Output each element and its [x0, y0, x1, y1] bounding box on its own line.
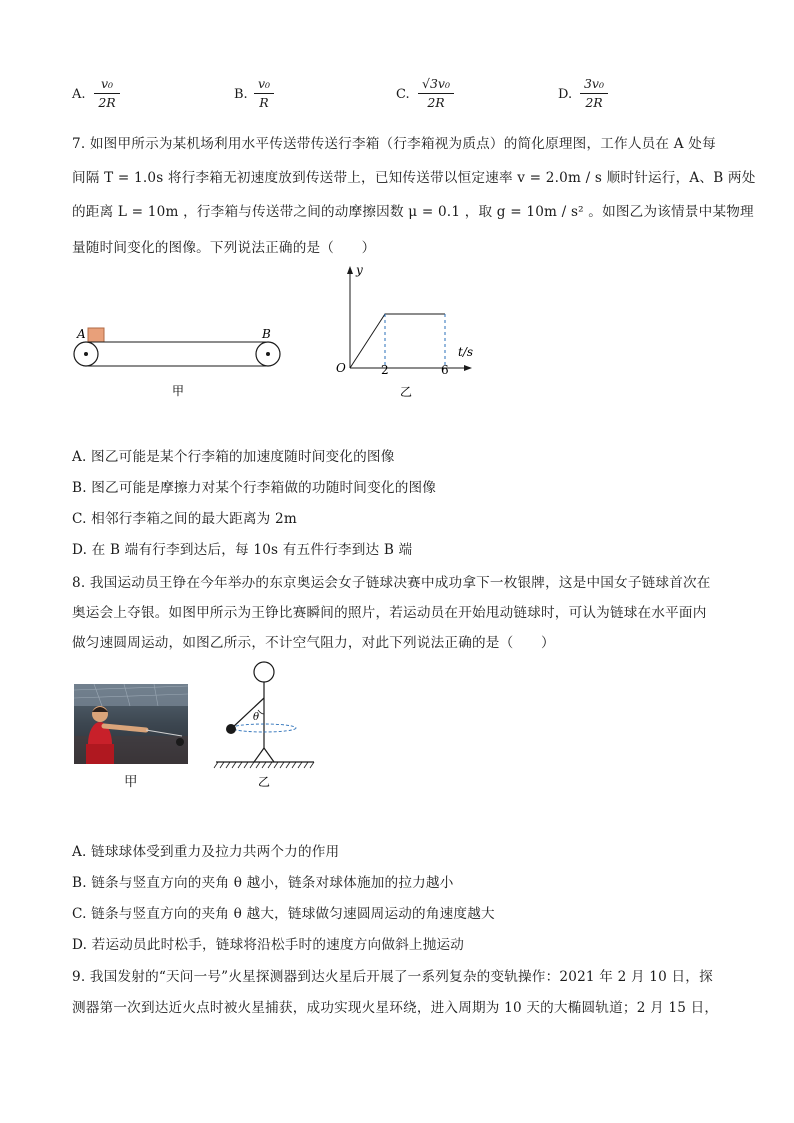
- luggage-box: [88, 328, 104, 342]
- hammer-ball: [226, 724, 236, 734]
- q8-option-a: A. 链球球体受到重力及拉力共两个力的作用: [72, 844, 340, 860]
- graph-curve: [350, 314, 445, 368]
- q6-option-c-numerator: √3v₀: [422, 76, 450, 91]
- q8-line-2: 奥运会上夺银。如图甲所示为王铮比赛瞬间的照片，若运动员在开始甩动链球时，可认为链球在水平面内: [72, 605, 707, 621]
- q8-fig-jia-caption: 甲: [124, 774, 138, 790]
- q8-line-1: 8. 我国运动员王铮在今年举办的东京奥运会女子链球决赛中成功拿下一枚银牌，这是中国女子链球首次在: [72, 575, 711, 591]
- q6-option-c-denominator: 2R: [427, 95, 445, 110]
- x-label: t/s: [458, 345, 474, 359]
- q7-line-3: 的距离 L = 10m ，行李箱与传送带之间的动摩擦因数 μ = 0.1 ，取 g = 10m / s² 。如图乙为该情景中某物理: [72, 204, 754, 220]
- q6-option-d-denominator: 2R: [585, 95, 603, 110]
- q6-option-a-denominator: 2R: [98, 95, 116, 110]
- hammer-throw-diagram: [210, 660, 320, 790]
- q8-option-b: B. 链条与竖直方向的夹角 θ 越小，链条对球体施加的拉力越小: [72, 875, 454, 891]
- q6-option-b-denominator: R: [259, 95, 269, 110]
- q7-line-4: 量随时间变化的图像。下列说法正确的是（ ）: [72, 240, 376, 256]
- yt-graph: [330, 262, 480, 402]
- q7-option-a: A. 图乙可能是某个行李箱的加速度随时间变化的图像: [72, 449, 395, 465]
- q9-line-2: 测器第一次到达近火点时被火星捕获，成功实现火星环绕，进入周期为 10 天的大椭圆轨道；2 月 15 日，: [72, 1000, 719, 1016]
- q6-option-a-fraction: [94, 76, 120, 111]
- q8-option-c: C. 链条与竖直方向的夹角 θ 越大，链球做匀速圆周运动的角速度越大: [72, 906, 495, 922]
- theta-label: θ: [253, 712, 260, 723]
- figure-head: [254, 662, 274, 682]
- q6-option-d-letter: D.: [558, 87, 573, 102]
- q9-line-1: 9. 我国发射的“天问一号”火星探测器到达火星后开展了一系列复杂的变轨操作：2021 年 2 月 10 日，探: [72, 969, 713, 985]
- q6-option-c-letter: C.: [396, 87, 410, 102]
- q7-option-b: B. 图乙可能是摩擦力对某个行李箱做的功随时间变化的图像: [72, 480, 437, 496]
- q6-option-a-numerator: v₀: [100, 76, 114, 91]
- tick-2: 2: [381, 363, 389, 377]
- q8-option-d: D. 若运动员此时松手，链球将沿松手时的速度方向做斜上抛运动: [72, 937, 465, 953]
- q7-option-c: C. 相邻行李箱之间的最大距离为 2m: [72, 511, 297, 527]
- q6-option-d-numerator: 3v₀: [583, 76, 605, 91]
- fig-yi-caption: 乙: [400, 385, 413, 399]
- q6-option-b-letter: B.: [234, 87, 248, 102]
- q6-option-b-numerator: v₀: [257, 76, 271, 91]
- conveyor-belt-diagram: [68, 318, 286, 402]
- q6-option-b-fraction: [254, 76, 274, 111]
- origin-label: O: [336, 361, 346, 375]
- q6-option-d-fraction: [580, 76, 608, 111]
- q7-line-2: 间隔 T = 1.0s 将行李箱无初速度放到传送带上，已知传送带以恒定速率 v = 2.0m / s 顺时针运行，A、B 两处: [72, 170, 756, 186]
- tick-6: 6: [441, 363, 449, 377]
- q6-option-c-fraction: [418, 76, 454, 111]
- q8-fig-yi-caption: 乙: [258, 775, 271, 789]
- fig-jia-caption: 甲: [172, 384, 185, 398]
- q7-option-d: D. 在 B 端有行李到达后，每 10s 有五件行李到达 B 端: [72, 542, 413, 558]
- athlete-photo: [74, 684, 188, 764]
- label-a: A: [77, 327, 86, 341]
- q6-option-a-letter: A.: [72, 87, 86, 102]
- chain: [232, 698, 264, 728]
- y-label: y: [356, 263, 363, 277]
- q8-line-3: 做匀速圆周运动，如图乙所示，不计空气阻力，对此下列说法正确的是（ ）: [72, 635, 555, 651]
- q7-line-1: 7. 如图甲所示为某机场利用水平传送带传送行李箱（行李箱视为质点）的简化原理图，工作人员在 A 处每: [72, 136, 716, 152]
- label-b: B: [262, 327, 271, 341]
